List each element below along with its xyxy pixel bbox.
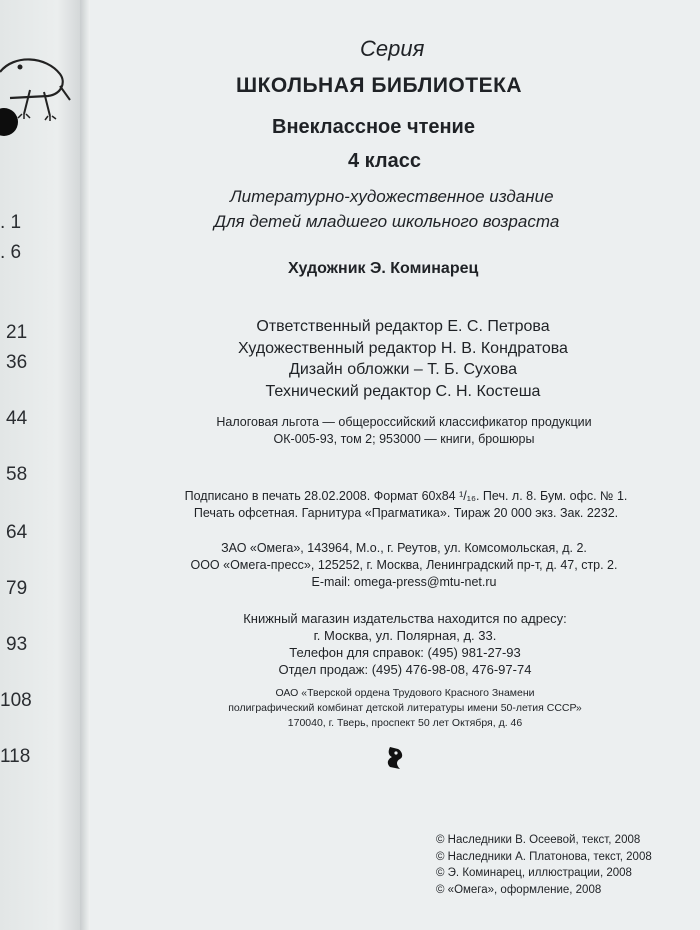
- grade-label: 4 класс: [348, 150, 422, 172]
- page-number: . 6: [0, 242, 22, 263]
- library-title: ШКОЛЬНАЯ БИБЛИОТЕКА: [236, 74, 523, 97]
- book-gutter: [80, 0, 90, 930]
- page-number: 64: [6, 522, 28, 543]
- copyright-line: © Наследники А. Платонова, текст, 2008: [436, 850, 652, 863]
- bookshop-info: [230, 610, 580, 678]
- page-number: 36: [6, 352, 28, 373]
- sales-phone: Отдел продаж: (495) 476-98-08, 476-97-74: [278, 662, 532, 677]
- series-label: Серия: [360, 36, 425, 61]
- page-number: 79: [6, 578, 28, 599]
- copyright-line: © «Омега», оформление, 2008: [436, 883, 602, 896]
- page-number: 108: [0, 690, 32, 711]
- credit-line: Технический редактор С. Н. Костеша: [265, 382, 541, 400]
- page-number: 44: [6, 408, 28, 429]
- publisher-email: E-mail: omega-press@mtu-net.ru: [311, 575, 497, 589]
- audience-note: Для детей младшего школьного возраста: [214, 212, 560, 231]
- printer-info: [205, 686, 605, 731]
- publisher-line: ООО «Омега-пресс», 125252, г. Москва, Ленинградский пр-т, д. 47, стр. 2.: [190, 558, 618, 572]
- printer-line: 170040, г. Тверь, проспект 50 лет Октября, д. 46: [287, 717, 523, 729]
- printer-line: ОАО «Тверской ордена Трудового Красного Знамени: [275, 687, 535, 699]
- publisher-line: ЗАО «Омега», 143964, М.о., г. Реутов, ул. Комсомольская, д. 2.: [221, 541, 587, 555]
- page-number: 21: [6, 322, 28, 343]
- turtle-illustration: [0, 50, 78, 140]
- publisher-info: [174, 540, 634, 591]
- spec-line: Печать офсетная. Гарнитура «Прагматика». Тираж 20 000 экз. Зак. 2232.: [193, 506, 619, 520]
- book-subtitle: Внеклассное чтение: [272, 116, 475, 138]
- copyright-line: © Э. Коминарец, иллюстрации, 2008: [436, 867, 632, 879]
- page-number: 118: [0, 746, 31, 767]
- tax-line: Налоговая льгота — общероссийский классификатор продукции: [216, 415, 592, 429]
- page-number: 93: [6, 634, 28, 655]
- credit-line: Ответственный редактор Е. С. Петрова: [256, 318, 550, 335]
- page-number: 58: [6, 464, 28, 485]
- copyright-line: © Наследники В. Осеевой, текст, 2008: [436, 834, 641, 846]
- shop-phone: Телефон для справок: (495) 981-27-93: [289, 645, 521, 660]
- tax-line: ОК-005-93, том 2; 953000 — книги, брошюры: [273, 432, 535, 446]
- tax-note: [200, 414, 608, 448]
- printer-line: полиграфический комбинат детской литературы имени 50-летия СССР»: [228, 702, 582, 714]
- print-specs: [174, 488, 638, 522]
- printer-logo-icon: [384, 745, 406, 771]
- credit-line: Дизайн обложки – Т. Б. Сухова: [288, 361, 517, 378]
- shop-line: г. Москва, ул. Полярная, д. 33.: [313, 628, 497, 643]
- editor-credits: [228, 316, 578, 402]
- page-number: . 1: [0, 212, 22, 233]
- edition-type: Литературно-художественное издание: [230, 187, 554, 206]
- artist-credit: Художник Э. Коминарец: [288, 260, 479, 277]
- left-facing-page: [0, 0, 82, 930]
- shop-line: Книжный магазин издательства находится по адресу:: [243, 611, 567, 626]
- spec-line: Подписано в печать 28.02.2008. Формат 60x84 ¹/₁₆. Печ. л. 8. Бум. офс. № 1.: [184, 489, 628, 503]
- copyright-block: [436, 832, 652, 898]
- imprint-page: [90, 0, 700, 930]
- credit-line: Художественный редактор Н. В. Кондратова: [238, 339, 568, 357]
